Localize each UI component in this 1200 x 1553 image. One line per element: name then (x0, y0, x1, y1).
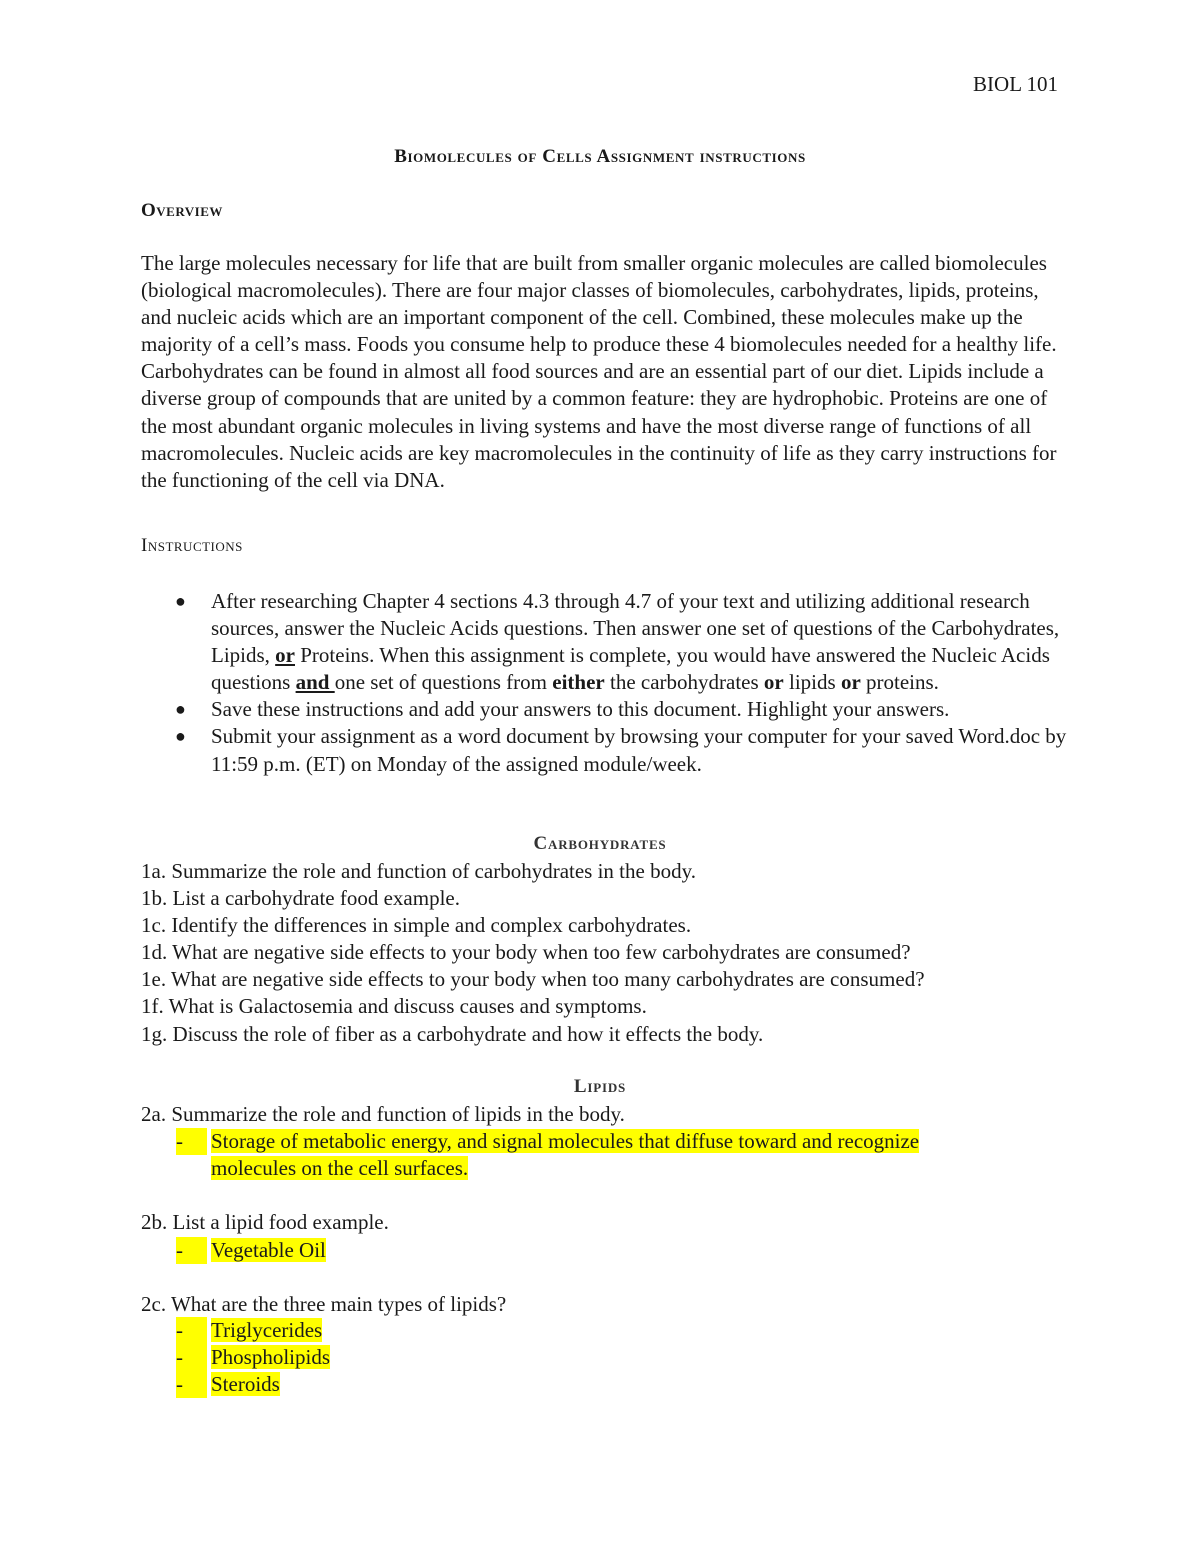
overview-heading: Overview (141, 200, 223, 221)
instruction-text: After researching Chapter 4 sections 4.3 through 4.7 of your text and utilizing additional research sources, answer the Nucleic Acids questions. Then answer one set of questions of the Carbohydrates, Lipids, (211, 589, 1060, 668)
instruction-item (141, 588, 1071, 696)
question-item: 1e. What are negative side effects to your body when too many carbohydrates are consumed? (141, 967, 925, 992)
question-2c: 2c. What are the three main types of lipids? (141, 1292, 507, 1316)
question-2a: 2a. Summarize the role and function of lipids in the body. (141, 1102, 625, 1126)
dash-marker: - (176, 1128, 207, 1155)
answer-text: Triglycerides (211, 1318, 323, 1342)
answer-text: Storage of metabolic energy, and signal molecules that diffuse toward and recognize (211, 1129, 920, 1153)
instructions-list (141, 588, 1071, 778)
bullet-icon: ● (175, 591, 186, 611)
bullet-icon: ● (175, 726, 186, 747)
lipids-heading: Lipids (573, 1076, 627, 1097)
question-item: 1g. Discuss the role of fiber as a carbohydrate and how it effects the body. (141, 1021, 764, 1046)
dash-marker: - (176, 1371, 207, 1398)
answer-text: Vegetable Oil (211, 1238, 326, 1262)
dash-marker: - (176, 1344, 207, 1371)
bullet-icon: ● (175, 699, 186, 720)
carbohydrates-heading: Carbohydrates (533, 833, 667, 854)
question-item: 1f. What is Galactosemia and discuss causes and symptoms. (141, 994, 647, 1019)
answer-2c (176, 1317, 1076, 1398)
question-item: 1c. Identify the differences in simple and complex carbohydrates. (141, 913, 692, 938)
answer-text: molecules on the cell surfaces. (211, 1156, 469, 1181)
answer-item (176, 1128, 1076, 1182)
answer-item (176, 1237, 1076, 1264)
instruction-text: the carbohydrates (604, 670, 764, 695)
document-title: Biomolecules of Cells Assignment instructions (394, 146, 806, 167)
emphasis-or: or (275, 643, 295, 668)
answer-2a (176, 1128, 1076, 1182)
answer-item (176, 1371, 1076, 1398)
instruction-item (141, 723, 1071, 777)
dash-marker: - (176, 1237, 207, 1264)
emphasis-or: or (763, 670, 784, 695)
instruction-text: Proteins. When this assignment is complete, you would have answered the Nucleic Acids questions (211, 643, 1050, 695)
instruction-text: Save these instructions and add your answers to this document. Highlight your answers. (211, 697, 950, 722)
instruction-text: lipids (783, 670, 841, 695)
emphasis-either: either (552, 670, 605, 695)
instruction-item (141, 696, 1071, 723)
course-code: BIOL 101 (973, 72, 1058, 96)
dash-marker: - (176, 1317, 207, 1344)
answer-2b (176, 1237, 1076, 1264)
question-2b: 2b. List a lipid food example. (141, 1210, 389, 1234)
instruction-text: proteins. (860, 670, 939, 695)
instruction-text: Submit your assignment as a word document by browsing your computer for your saved Word.doc by 11:59 p.m. (ET) on Monday of the assigned module/week. (211, 724, 1067, 776)
overview-paragraph: The large molecules necessary for life that are built from smaller organic molecules are called biomolecules (biological macromolecules). There are four major classes of biomolecules, carbohydrates, lipids, proteins, and nucleic acids which are an important component of the cell. Combined, these molecules make up the majority of a cell’s mass. Foods you consume help to produce these 4 biomolecules needed for a healthy life. Carbohydrates can be found in almost all food sources and are an essential part of our diet. Lipids include a diverse group of compounds that are united by a common feature: they are hydrophobic. Proteins are one of the most abundant organic molecules in living systems and have the most diverse range of functions of all macromolecules. Nucleic acids are key macromolecules in the continuity of life as they carry instructions for the functioning of the cell via DNA. (141, 251, 1057, 492)
answer-item (176, 1344, 1076, 1371)
answer-text: Steroids (211, 1372, 280, 1397)
answer-item (176, 1317, 1076, 1344)
instructions-heading: Instructions (141, 535, 243, 556)
question-item: 1b. List a carbohydrate food example. (141, 886, 460, 911)
carbohydrates-questions (141, 858, 1101, 1048)
question-item: 1a. Summarize the role and function of carbohydrates in the body. (141, 859, 696, 883)
instruction-text: one set of questions from (334, 670, 553, 695)
answer-text: Phospholipids (211, 1345, 331, 1370)
emphasis-or: or (840, 670, 861, 695)
emphasis-and: and (295, 670, 335, 695)
question-item: 1d. What are negative side effects to your body when too few carbohydrates are consumed? (141, 940, 911, 965)
